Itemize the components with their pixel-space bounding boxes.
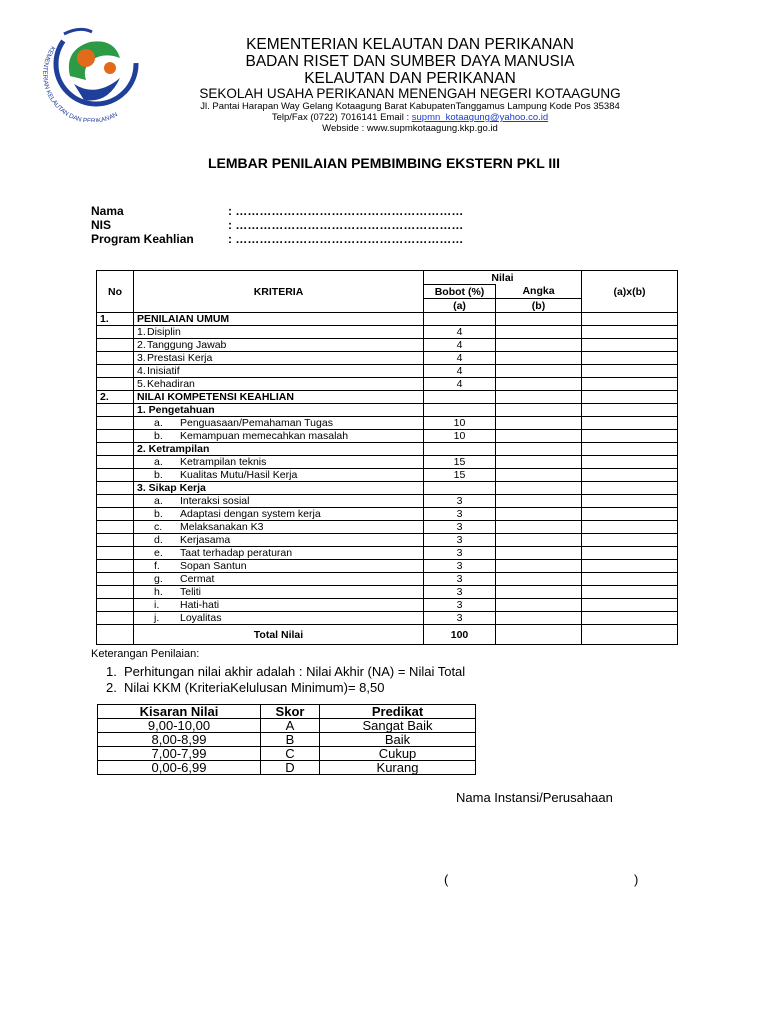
table-row xyxy=(97,495,678,508)
bobot-cell: 10 xyxy=(424,430,496,443)
item-label: Disiplin xyxy=(147,326,181,338)
table-row xyxy=(97,573,678,586)
score-cell[interactable] xyxy=(582,469,678,482)
angka-cell[interactable] xyxy=(496,560,582,573)
item-letter: j. xyxy=(154,612,160,624)
assessment-table xyxy=(96,270,678,645)
range-cell: 9,00-10,00 xyxy=(98,719,261,733)
total-value: 100 xyxy=(424,625,496,645)
header-agency-sub: KELAUTAN DAN PERIKANAN xyxy=(304,70,516,87)
predicate-cell: Kurang xyxy=(320,761,476,775)
identity-label: NIS xyxy=(91,218,112,232)
angka-cell[interactable] xyxy=(496,417,582,430)
angka-cell[interactable] xyxy=(496,352,582,365)
item-number: 5. xyxy=(137,378,146,390)
bobot-cell: 4 xyxy=(424,365,496,378)
item-letter: g. xyxy=(154,573,163,585)
item-number: 4. xyxy=(137,365,146,377)
grade-cell: C xyxy=(261,747,320,761)
predicate-cell: Sangat Baik xyxy=(320,719,476,733)
item-letter: a. xyxy=(154,417,163,429)
score-cell[interactable] xyxy=(582,417,678,430)
table-row xyxy=(97,469,678,482)
subsection-row xyxy=(97,404,678,417)
document-title: LEMBAR PENILAIAN PEMBIMBING EKSTERN PKL III xyxy=(207,155,561,171)
bobot-cell: 3 xyxy=(424,534,496,547)
item-label: Adaptasi dengan system kerja xyxy=(180,508,321,520)
predicate-cell: Baik xyxy=(320,733,476,747)
header-school: SEKOLAH USAHA PERIKANAN MENENGAH NEGERI KOTAAGUNG xyxy=(199,86,621,101)
score-cell[interactable] xyxy=(582,339,678,352)
col-angka-header: Angka xyxy=(496,285,582,299)
scale-header: Kisaran Nilai xyxy=(98,705,261,719)
angka-cell[interactable] xyxy=(496,339,582,352)
range-cell: 8,00-8,99 xyxy=(98,733,261,747)
logo-caption: KEMENTERIAN KELAUTAN DAN PERIKANAN xyxy=(41,44,119,122)
angka-cell[interactable] xyxy=(496,378,582,391)
scale-row xyxy=(98,747,476,761)
item-label: Kerjasama xyxy=(180,534,231,546)
table-header-row xyxy=(97,271,678,285)
note-number: 1. xyxy=(106,664,117,679)
col-nilai-header: Nilai xyxy=(424,271,582,285)
bobot-cell: 4 xyxy=(424,326,496,339)
identity-value: : ………………………………………………… xyxy=(228,204,464,218)
range-cell: 0,00-6,99 xyxy=(98,761,261,775)
angka-cell[interactable] xyxy=(496,365,582,378)
table-row xyxy=(97,534,678,547)
total-row xyxy=(97,625,678,645)
grade-cell: B xyxy=(261,733,320,747)
item-label: Taat terhadap peraturan xyxy=(180,547,293,559)
table-row xyxy=(97,339,678,352)
angka-cell[interactable] xyxy=(496,625,582,645)
scale-row xyxy=(98,719,476,733)
table-row xyxy=(97,560,678,573)
angka-cell[interactable] xyxy=(496,573,582,586)
item-letter: a. xyxy=(154,456,163,468)
col-axb-header: (a)x(b) xyxy=(582,271,678,313)
signature-close-paren: ) xyxy=(634,872,639,887)
scale-row xyxy=(98,733,476,747)
header-website: Webside : www.supmkotaagung.kkp.go.id xyxy=(322,123,498,134)
table-row xyxy=(97,521,678,534)
section-title: PENILAIAN UMUM xyxy=(134,313,424,326)
score-cell[interactable] xyxy=(582,521,678,534)
angka-cell[interactable] xyxy=(496,599,582,612)
item-number: 3. xyxy=(137,352,146,364)
score-cell[interactable] xyxy=(582,495,678,508)
col-b-header: (b) xyxy=(496,299,582,313)
bobot-cell: 3 xyxy=(424,573,496,586)
angka-cell[interactable] xyxy=(496,326,582,339)
identity-label: Nama xyxy=(91,204,124,218)
table-row xyxy=(97,365,678,378)
subsection-title: 1. Pengetahuan xyxy=(134,404,424,417)
note-number: 2. xyxy=(106,680,117,695)
score-cell[interactable] xyxy=(582,547,678,560)
item-letter: c. xyxy=(154,521,163,533)
angka-cell[interactable] xyxy=(496,547,582,560)
score-cell[interactable] xyxy=(582,560,678,573)
angka-cell[interactable] xyxy=(496,534,582,547)
identity-value: : ………………………………………………… xyxy=(228,218,464,232)
header-ministry: KEMENTERIAN KELAUTAN DAN PERIKANAN xyxy=(246,36,574,53)
bobot-cell: 3 xyxy=(424,508,496,521)
bobot-cell: 3 xyxy=(424,495,496,508)
angka-cell[interactable] xyxy=(496,469,582,482)
item-letter: b. xyxy=(154,469,163,481)
item-label: Teliti xyxy=(180,586,202,598)
identity-value: : ………………………………………………… xyxy=(228,232,464,246)
table-row xyxy=(97,378,678,391)
header-address: Jl. Pantai Harapan Way Gelang Kotaagung Barat KabupatenTanggamus Lampung Kode Pos 35384 xyxy=(200,101,620,112)
total-label: Total Nilai xyxy=(134,625,424,645)
score-cell[interactable] xyxy=(582,573,678,586)
score-cell[interactable] xyxy=(582,599,678,612)
table-row xyxy=(97,352,678,365)
subsection-title: 3. Sikap Kerja xyxy=(134,482,424,495)
bobot-cell: 15 xyxy=(424,469,496,482)
table-row xyxy=(97,456,678,469)
col-no-header: No xyxy=(97,271,134,313)
section-number: 2. xyxy=(97,391,134,404)
item-label: Loyalitas xyxy=(180,612,222,624)
item-label: Penguasaan/Pemahaman Tugas xyxy=(180,417,333,429)
item-number: 1. xyxy=(137,326,146,338)
scale-row xyxy=(98,761,476,775)
item-label: Kemampuan memecahkan masalah xyxy=(180,430,349,442)
item-number: 2. xyxy=(137,339,146,351)
note-item xyxy=(106,680,384,695)
item-label: Hati-hati xyxy=(180,599,220,611)
section-number: 1. xyxy=(97,313,134,326)
table-row xyxy=(97,599,678,612)
bobot-cell: 15 xyxy=(424,456,496,469)
note-text: Perhitungan nilai akhir adalah : Nilai Akhir (NA) = Nilai Total xyxy=(124,664,466,679)
range-cell: 7,00-7,99 xyxy=(98,747,261,761)
score-cell[interactable] xyxy=(582,378,678,391)
score-cell[interactable] xyxy=(582,365,678,378)
score-cell[interactable] xyxy=(582,508,678,521)
bobot-cell: 3 xyxy=(424,560,496,573)
identity-label: Program Keahlian xyxy=(91,232,194,246)
bobot-cell: 10 xyxy=(424,417,496,430)
subsection-title: 2. Ketrampilan xyxy=(134,443,424,456)
subsection-row xyxy=(97,482,678,495)
subsection-row xyxy=(97,443,678,456)
bobot-cell: 3 xyxy=(424,547,496,560)
item-letter: e. xyxy=(154,547,163,559)
table-row xyxy=(97,612,678,625)
header-phone: Telp/Fax (0722) 7016141 Email : xyxy=(271,112,412,123)
item-letter: a. xyxy=(154,495,163,507)
item-label: Kehadiran xyxy=(147,378,195,390)
section-row xyxy=(97,391,678,404)
table-row xyxy=(97,430,678,443)
header-agency: BADAN RISET DAN SUMBER DAYA MANUSIA xyxy=(245,53,575,70)
score-cell[interactable] xyxy=(582,625,678,645)
angka-cell[interactable] xyxy=(496,495,582,508)
grade-cell: D xyxy=(261,761,320,775)
table-row xyxy=(97,547,678,560)
angka-cell[interactable] xyxy=(496,612,582,625)
table-row xyxy=(97,586,678,599)
bobot-cell: 3 xyxy=(424,521,496,534)
table-row xyxy=(97,417,678,430)
item-label: Melaksanakan K3 xyxy=(180,521,264,533)
item-letter: b. xyxy=(154,508,163,520)
institution-label: Nama Instansi/Perusahaan xyxy=(456,790,613,805)
score-cell[interactable] xyxy=(582,352,678,365)
signature-open-paren: ( xyxy=(444,872,449,887)
item-label: Sopan Santun xyxy=(180,560,247,572)
score-cell[interactable] xyxy=(582,534,678,547)
note-text: Nilai KKM (KriteriaKelulusan Minimum)= 8,50 xyxy=(124,680,385,695)
email-link[interactable]: supmn_kotaagung@yahoo.co.id xyxy=(411,112,549,123)
scale-header: Skor xyxy=(261,705,320,719)
table-row xyxy=(97,326,678,339)
bobot-cell: 3 xyxy=(424,612,496,625)
score-cell[interactable] xyxy=(582,586,678,599)
grading-scale-table xyxy=(97,704,476,775)
notes-title: Keterangan Penilaian: xyxy=(91,648,200,660)
col-bobot-header: Bobot (%) xyxy=(424,285,496,299)
section-row xyxy=(97,313,678,326)
table-row xyxy=(97,508,678,521)
item-label: Kualitas Mutu/Hasil Kerja xyxy=(180,469,298,481)
angka-cell[interactable] xyxy=(496,586,582,599)
item-label: Inisiatif xyxy=(147,365,180,377)
score-cell[interactable] xyxy=(582,612,678,625)
col-kriteria-header: KRITERIA xyxy=(134,271,424,313)
bobot-cell: 4 xyxy=(424,339,496,352)
bobot-cell: 3 xyxy=(424,599,496,612)
angka-cell[interactable] xyxy=(496,508,582,521)
item-label: Tanggung Jawab xyxy=(147,339,227,351)
angka-cell[interactable] xyxy=(496,430,582,443)
predicate-cell: Cukup xyxy=(320,747,476,761)
section-title: NILAI KOMPETENSI KEAHLIAN xyxy=(134,391,424,404)
col-a-header: (a) xyxy=(424,299,496,313)
item-label: Cermat xyxy=(180,573,215,585)
scale-header-row xyxy=(98,705,476,719)
grade-cell: A xyxy=(261,719,320,733)
bobot-cell: 3 xyxy=(424,586,496,599)
item-label: Interaksi sosial xyxy=(180,495,250,507)
note-item xyxy=(106,664,465,679)
item-letter: i. xyxy=(154,599,160,611)
item-label: Ketrampilan teknis xyxy=(180,456,267,468)
score-cell[interactable] xyxy=(582,326,678,339)
item-letter: d. xyxy=(154,534,163,546)
item-letter: b. xyxy=(154,430,163,442)
score-cell[interactable] xyxy=(582,430,678,443)
item-letter: f. xyxy=(154,560,160,572)
scale-header: Predikat xyxy=(320,705,476,719)
score-cell[interactable] xyxy=(582,456,678,469)
header-contact xyxy=(130,112,690,123)
angka-cell[interactable] xyxy=(496,456,582,469)
bobot-cell: 4 xyxy=(424,378,496,391)
item-letter: h. xyxy=(154,586,163,598)
item-label: Prestasi Kerja xyxy=(147,352,213,364)
bobot-cell: 4 xyxy=(424,352,496,365)
angka-cell[interactable] xyxy=(496,521,582,534)
